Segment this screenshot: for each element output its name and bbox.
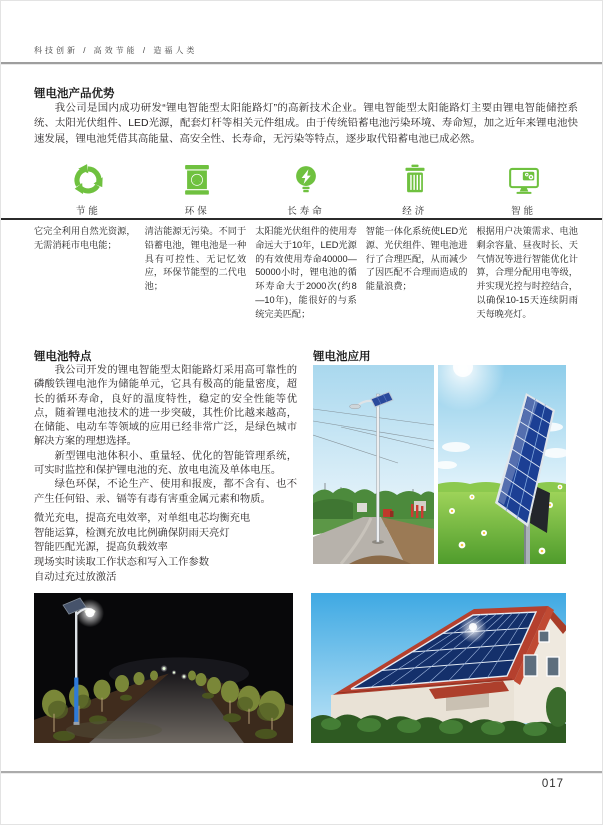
advantage-item-longlife [252,161,361,217]
advantage-item-economic [360,161,469,217]
feature-bullet: 智能运算，检测充放电比例确保阴雨天亮灯 [34,527,230,539]
advantages-title: 锂电池产品优势 [34,88,115,100]
advantage-desc-eco: 清洁能源无污染。不同于铅蓄电池，锂电池是一种具有可控性、无记忆效应，环保节能型的二代电池； [144,226,247,292]
advantage-desc-economic: 智能一体化系统使LED光源、光伏组件、锂电池进行了合理匹配，从而减少了因匹配不合理而造成的能量浪费； [365,226,468,292]
advantage-label: 节能 [75,206,101,217]
icons-divider [1,218,602,220]
feature-bullet: 自动过充过放激活 [34,571,117,583]
header-rule [1,62,602,65]
feature-bullet: 智能匹配光源，提高负载效率 [34,542,168,554]
advantage-descriptions [34,225,578,322]
page-number: 017 [541,778,564,790]
advantage-item-eco [143,161,252,217]
features-paragraphs [34,364,297,507]
advantage-label: 经济 [402,206,428,217]
feature-bullet: 现场实时读取工作状态和写入工作参数 [34,557,210,569]
advantage-icons-row [34,161,578,217]
photo-solar-roof-house [311,593,566,743]
feature-bullet: 微光充电，提高充电效率，对单组电芯均衡充电 [34,513,251,524]
features-title: 锂电池特点 [34,351,92,363]
features-paragraph: 绿色环保，不论生产、使用和报废，都不含有、也不产生任何铅、汞、镉等有毒有害重金属元素和物质。 [34,479,297,505]
applications-title: 锂电池应用 [313,351,371,363]
advantage-desc-smart: 根据用户决策需求、电池剩余容量、昼夜时长、天气情况等进行智能优化计算，合理分配用电等级，并实现光控与时控结合，以确保10-15天连续阴雨天每晚亮灯。 [476,226,578,319]
trash-icon [396,161,434,199]
advantage-label: 长寿命 [287,206,325,217]
advantage-item-energy [34,161,143,217]
photo-street-light-day [313,365,434,564]
photo-street-light-night [34,593,293,743]
features-paragraph: 新型锂电池体积小、重量轻、优化的智能管理系统，可实时监控和保护锂电池的充、放电电流及单体电压。 [34,450,297,477]
advantages-intro: 我公司是国内成功研发“锂电智能型太阳能路灯”的高新技术企业。锂电智能型太阳能路灯主要由锂电智能储控系统、太阳光伏组件、LED光源，配套灯杆等相关元件组成。由于传统铅蓄电池污染环境、寿命短，加之近年来锂电池快速发展，锂电池凭借其高能量、高安全性、长寿命，无污染等特点，逐步取代铅蓄电池已成必然。 [34,103,578,145]
advantage-desc-energy: 它完全利用自然光资源，无需消耗市电电能； [34,226,136,250]
header-tagline: 科技创新 / 高效节能 / 造福人类 [34,46,198,55]
advantage-item-smart [469,161,578,217]
advantage-desc-longlife: 太阳能光伏组件的使用寿命远大于10年，LED光源的有效使用寿命40000—50000小时，锂电池的循环寿命大于2000次(约8—10年)，能很好的与系统完美匹配； [255,226,357,319]
barrel-icon [178,161,216,199]
features-paragraph: 我公司开发的锂电智能型太阳能路灯采用高可靠性的磷酸铁锂电池作为储能单元，它具有极高的能量密度，超长的循环寿命，良好的温度特性，稳定的安全性能等优点，随着锂电池技术的进一步突破，其性价比越来越高，在储能、电动车等领域的应用已经非常广泛，是绿色城市解决方案的理想选择。 [34,365,297,448]
monitor-icon [504,161,544,199]
advantage-label: 智能 [511,206,537,217]
photo-solar-panel-field [438,365,566,564]
footer-rule [1,771,602,774]
features-bullet-list [34,512,306,586]
bulb-icon [287,161,325,199]
recycle-icon [69,161,107,199]
advantage-label: 环保 [184,206,210,217]
